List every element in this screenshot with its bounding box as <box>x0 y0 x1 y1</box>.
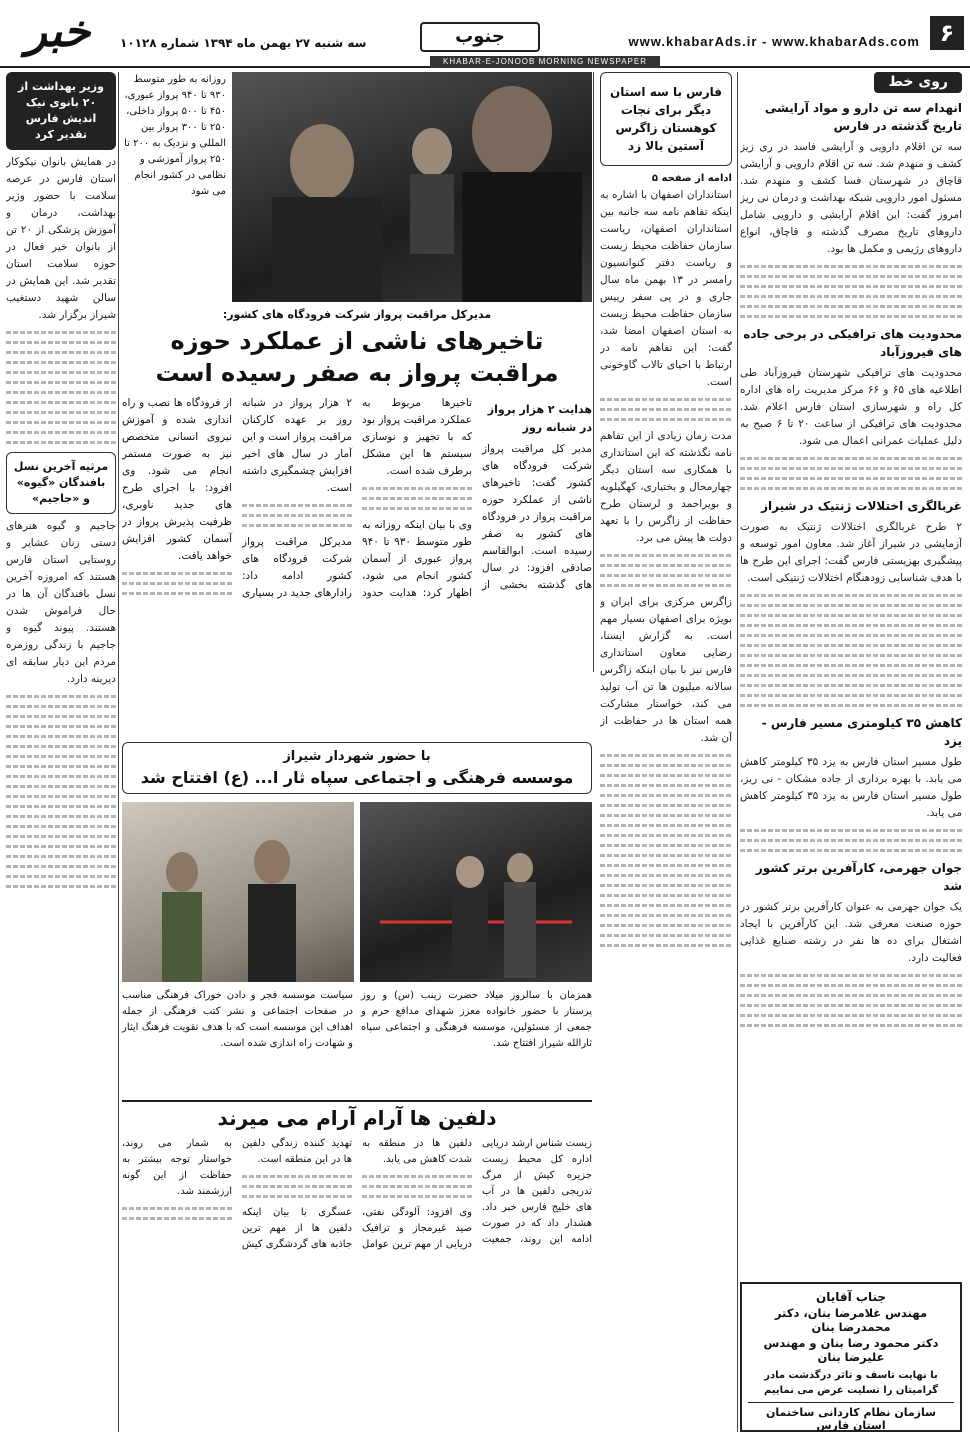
text-filler <box>600 554 732 557</box>
logo-text: خبر <box>25 6 91 57</box>
text-filler <box>600 794 732 797</box>
continued-note: ادامه از صفحه ۵ <box>651 173 732 184</box>
text-filler <box>600 754 732 757</box>
text-filler <box>740 467 962 470</box>
text-filler <box>740 684 962 687</box>
column-divider <box>118 72 119 1432</box>
visit-photo <box>122 802 354 982</box>
text-filler <box>740 839 962 842</box>
text-filler <box>600 894 732 897</box>
story-body: مدت زمان زیادی از این تفاهم نامه نگذشته که این استانداری با همکاری سه استان دیگر چهارمحال و بختیاری، کهگیلویه و بویراحمد و لرستان طرح حفاظت از زاگرس را با تعهد دولت ها پیش می برد. <box>600 430 732 544</box>
site-url[interactable]: www.khabarAds.ir - www.khabarAds.com <box>628 34 920 49</box>
text-filler <box>600 574 732 577</box>
left-news-column <box>6 72 116 1432</box>
story-paragraph: مدیرکل مراقبت پرواز شرکت فرودگاه های کشور ادامه داد: رادارهای جدید در بسیاری از فرودگاه ها نصب و راه اندازی شده و آموزش نیروی انسانی متخصص نیز به صورت مستمر انجام می شود. وی افزود: با اجرای طرح های جدید ناوبری، ظرفیت پذیرش پرواز در آسمان کشور افزایش خواهد یافت. <box>122 397 352 599</box>
text-filler <box>600 844 732 847</box>
text-filler <box>740 594 962 597</box>
main-photo-row <box>122 72 592 302</box>
zagros-story-column <box>600 72 732 1432</box>
news-body: ۲ طرح غربالگری اختلالات ژنتیک به صورت آزمایشی در شیراز آغاز شد. معاون امور توسعه و پیشگیری بهزیستی فارس گفت: اجرای این طرح ها با هدف شناسایی زودهنگام اختلالات ژنتیکی است. <box>740 521 962 584</box>
text-filler <box>740 265 962 268</box>
text-filler <box>242 504 352 507</box>
news-headline: محدودیت های ترافیکی در برخی جاده های فیروزآباد <box>743 327 962 359</box>
text-filler <box>740 634 962 637</box>
text-filler <box>6 331 116 334</box>
text-filler <box>600 784 732 787</box>
text-filler <box>6 431 116 434</box>
left-body-2: جاجیم و گیوه هنرهای دستی زنان عشایر و روستایی استان فارس هستند که امروزه آخرین نسل بافندگان آن ها در حال فراموش شدن هستند. پیوند گیوه و جاجیم با زندگی روزمره مردم این دیار سابقه ای دیرینه دارد. <box>6 520 116 685</box>
text-filler <box>6 785 116 788</box>
news-headline: جوان جهرمی، کارآفرین برتر کشور شد <box>755 861 962 893</box>
text-filler <box>6 885 116 888</box>
text-filler <box>600 804 732 807</box>
text-filler <box>6 371 116 374</box>
text-filler <box>6 441 116 444</box>
text-filler <box>242 1175 352 1178</box>
dolphin-paragraph: عسگری با بیان اینکه دلفین ها از مهم ترین جاذبه های گردشگری کیش به شمار می روند، خواستار توجه بیشتر به حفاظت از این گونه ارزشمند شد. <box>122 1138 352 1250</box>
text-filler <box>600 924 732 927</box>
dolphin-columns <box>122 1136 592 1416</box>
text-filler <box>6 855 116 858</box>
text-filler <box>6 865 116 868</box>
left-headline: وزیر بهداشت از ۲۰ بانوی نیک اندیش فارس تقدیر کرد <box>18 80 104 141</box>
text-filler <box>740 644 962 647</box>
news-headline: انهدام سه تن دارو و مواد آرایشی تاریخ گذشته در فارس <box>764 101 962 133</box>
text-filler <box>740 674 962 677</box>
culture-story <box>122 742 592 1052</box>
right-news-column <box>740 72 962 1277</box>
news-headline: غربالگری اختلالات ژنتیک در شیراز <box>761 499 962 513</box>
online-section-tag: روی خط <box>874 72 962 93</box>
story-heading-box <box>600 72 732 166</box>
text-filler <box>600 564 732 567</box>
text-filler <box>600 584 732 587</box>
text-filler <box>740 275 962 278</box>
text-filler <box>362 1175 472 1178</box>
newspaper-logo <box>6 4 110 60</box>
text-filler <box>6 875 116 878</box>
text-filler <box>600 904 732 907</box>
text-filler <box>362 1195 472 1198</box>
text-filler <box>122 582 232 585</box>
ad-sender: سازمان نظام کاردانی ساختمان استان فارس <box>748 1402 954 1432</box>
text-filler <box>740 487 962 490</box>
culture-text-row <box>122 988 592 1052</box>
text-filler <box>362 1185 472 1188</box>
visit-scene <box>122 802 354 982</box>
story-body: استانداران اصفهان با اشاره به اینکه تفاهم نامه سه جانبه بین استانداران اصفهان، ریاست سازمان حفاظت محیط زیست و ریاست دفتر کنوانسیون رامسر در ۱۳ بهمن ماه سال جاری و در پی سفر رییس سازمان حفاظت محیط زیست به استان اصفهان امضا شد، گفت: این تفاهم نامه در ارتباط با احیای تالاب گاوخونی است. <box>600 189 732 388</box>
text-filler <box>740 477 962 480</box>
column-divider <box>737 72 738 1432</box>
culture-photos <box>122 802 592 982</box>
text-filler <box>740 1014 962 1017</box>
news-headline: کاهش ۳۵ کیلومتری مسیر فارس - یزد <box>761 716 962 748</box>
text-filler <box>6 805 116 808</box>
text-filler <box>740 614 962 617</box>
photo-caption-box <box>122 72 226 302</box>
text-filler <box>362 497 472 500</box>
text-filler <box>740 604 962 607</box>
left-headline-2: مرثیه آخرین نسل بافندگان «گیوه» و «جاجیم» <box>13 460 109 505</box>
dolphin-head-rule <box>122 1100 592 1130</box>
text-filler <box>6 361 116 364</box>
story-paragraph: وی با بیان اینکه روزانه به طور متوسط ۹۳۰ تا ۹۴۰ پرواز عبوری از آسمان کشور انجام می شود، اظهار کرد: هدایت حدود ۲ هزار پرواز در شبانه روز بر عهده کارکنان مراقبت پرواز است و این آمار در سال های اخیر افزایش چشمگیری داشته است. <box>242 397 472 599</box>
news-body: طول مسیر استان فارس به یزد ۳۵ کیلومتر کاهش می یابد. با بهره برداری از جاده مشکان - نی ریز، طول مسیر استان فارس به یزد ۳۵ کیلومتر کاهش می یابد. <box>740 756 962 819</box>
masthead <box>0 0 970 68</box>
text-filler <box>600 834 732 837</box>
text-filler <box>600 914 732 917</box>
left-body: در همایش بانوان نیکوکار استان فارس در عرصه سلامت با حضور وزیر بهداشت، درمان و آموزش پزشکی از ۲۰ تن از بانوان خیر فعال در حوزه سلامت استان تقدیر شد. این همایش در سالن شهید دستغیب شیراز برگزار شد. <box>6 156 116 321</box>
text-filler <box>122 592 232 595</box>
text-filler <box>740 624 962 627</box>
text-filler <box>740 849 962 852</box>
text-filler <box>600 774 732 777</box>
photo-figures <box>232 72 592 302</box>
text-filler <box>6 715 116 718</box>
text-filler <box>600 934 732 937</box>
text-filler <box>600 764 732 767</box>
main-story <box>122 72 592 695</box>
text-filler <box>6 775 116 778</box>
photo-caption: روزانه به طور متوسط ۹۳۰ تا ۹۴۰ پرواز عبوری، ۴۵۰ تا ۵۰۰ پرواز داخلی، ۲۵۰ تا ۳۰۰ پرواز بین المللی و نزدیک به ۲۰۰ تا ۲۵۰ پرواز آموزشی و نظامی در کشور انجام می شود <box>124 74 226 197</box>
text-filler <box>6 835 116 838</box>
story-overline: مدیرکل مراقبت پرواز شرکت فرودگاه های کشور: <box>222 308 492 321</box>
text-filler <box>740 694 962 697</box>
text-filler <box>740 974 962 977</box>
text-filler <box>242 524 352 527</box>
text-filler <box>242 1195 352 1198</box>
text-filler <box>740 305 962 308</box>
text-filler <box>6 725 116 728</box>
text-filler <box>600 854 732 857</box>
text-filler <box>740 457 962 460</box>
text-filler <box>6 351 116 354</box>
text-filler <box>740 984 962 987</box>
dolphin-paragraph: وی افزود: آلودگی نفتی، صید غیرمجاز و ترافیک دریایی از مهم ترین عوامل تهدید کننده زندگی دلفین ها در این منطقه است. <box>242 1138 472 1250</box>
text-filler <box>6 845 116 848</box>
text-filler <box>6 745 116 748</box>
text-filler <box>6 391 116 394</box>
culture-paragraph: سیاست موسسه فجر و دادن خوراک فرهنگی مناسب در صفحات اجتماعی و نشر کتب فرهنگی از جمله اهداف این موسسه است که با هدف تقویت فرهنگ ایثار و شهادت راه اندازی شده است. <box>122 990 353 1049</box>
text-filler <box>122 1207 232 1210</box>
news-body: یک جوان جهرمی به عنوان کارآفرین برتر کشور در حوزه صنعت معرفی شد. این کارآفرین با ایجاد اشتغال برای ده ها نفر در رشته صنایع غذایی فعالیت دارد. <box>740 901 962 964</box>
ribbon-scene <box>360 802 592 982</box>
ad-message: با نهایت تاسف و تاثر درگذشت مادر گرامیتان را تسلیت عرض می نماییم <box>763 1370 939 1396</box>
column-divider <box>593 72 594 672</box>
text-filler <box>740 664 962 667</box>
story-subhead: هدایت ۲ هزار پرواز در شبانه روز <box>487 403 592 434</box>
section-title: جنوب <box>420 22 540 52</box>
text-filler <box>6 755 116 758</box>
text-filler <box>600 944 732 947</box>
text-filler <box>6 735 116 738</box>
text-filler <box>122 1217 232 1220</box>
ad-names-line-2: دکتر محمود رضا بنان و مهندس علیرضا بنان <box>763 1336 939 1364</box>
dolphin-paragraph: زیست شناس ارشد دریایی اداره کل محیط زیست جزیره کیش از مرگ تدریجی دلفین ها در آب های خلیج فارس خبر داد. هشدار داد که در صورت ادامه این روند، جمعیت دلفین ها در منطقه به شدت کاهش می یابد. <box>362 1138 592 1245</box>
text-filler <box>740 1004 962 1007</box>
section-tag-row <box>740 72 962 93</box>
text-filler <box>242 1185 352 1188</box>
text-filler <box>740 704 962 707</box>
text-filler <box>6 765 116 768</box>
culture-paragraph: همزمان با سالروز میلاد حضرت زینب (س) و روز پرستار با حضور خانواده معزز شهدای مدافع حرم و جمعی از مسئولین، موسسه فرهنگی و اجتماعی سپاه ثارالله شیراز افتتاح شد. <box>361 990 592 1049</box>
text-filler <box>600 398 732 401</box>
text-filler <box>600 408 732 411</box>
text-filler <box>740 1024 962 1027</box>
text-filler <box>362 487 472 490</box>
text-filler <box>242 514 352 517</box>
interview-photo <box>232 72 592 302</box>
text-filler <box>600 884 732 887</box>
issue-date: سه شنبه ۲۷ بهمن ماه ۱۳۹۴ شماره ۱۰۱۲۸ <box>120 36 367 50</box>
condolence-ad <box>740 1282 962 1432</box>
news-body: محدودیت های ترافیکی شهرستان فیروزآباد طی اطلاعیه های ۶۵ و ۶۶ مرکز مدیریت راه های اداره کل راه و شهرسازی استان فارس اعلام شد. محدودیت های ترافیکی از ساعت ۲۰ تا ۶ صبح به دلیل عملیات عمرانی اعمال می شود. <box>740 367 962 447</box>
story-headline: فارس با سه استان دیگر برای نجات کوهستان زاگرس آستین بالا زد <box>609 85 722 153</box>
culture-overline: با حضور شهردار شیراز <box>283 749 431 764</box>
text-filler <box>740 315 962 318</box>
dolphin-headline: دلفین ها آرام آرام می میرند <box>217 1106 497 1130</box>
ad-names-line: مهندس غلامرضا بنان، دکتر محمدرضا بنان <box>774 1306 928 1334</box>
left-headline-box <box>6 72 116 150</box>
text-filler <box>740 654 962 657</box>
text-filler <box>122 572 232 575</box>
left-headline-box-2 <box>6 452 116 514</box>
text-filler <box>362 507 472 510</box>
text-filler <box>6 401 116 404</box>
story-paragraph: مدیر کل مراقبت پرواز شرکت فرودگاه های کشور گفت: تاخیرهای ناشی از عملکرد حوزه مراقبت پرواز در فرودگاه های کشور به صفر رسیده است. ابوالقاسم صادقی افزود: در سال های گذشته بخشی از تاخیرها مربوط به عملکرد مراقبت پرواز بود که با تجهیز و نوسازی سیستم ها این مشکل برطرف شده است. <box>362 397 592 591</box>
text-filler <box>600 864 732 867</box>
text-filler <box>6 421 116 424</box>
story-body: زاگرس مرکزی برای ایران و بویژه برای اصفهان بسیار مهم است. به گزارش ایسنا، رضایی معاون استانداری فارس نیز با بیان اینکه زاگرس سالانه میلیون ها تن آب تولید می کند، خواستار مشارکت همه استان ها در حفاظت از آن شد. <box>600 596 732 744</box>
text-filler <box>6 795 116 798</box>
text-filler <box>6 341 116 344</box>
text-filler <box>600 874 732 877</box>
story-columns <box>122 395 592 695</box>
text-filler <box>6 815 116 818</box>
text-filler <box>6 705 116 708</box>
text-filler <box>6 411 116 414</box>
text-filler <box>740 285 962 288</box>
text-filler <box>740 829 962 832</box>
dolphin-story <box>122 1100 592 1416</box>
text-filler <box>600 824 732 827</box>
text-filler <box>600 418 732 421</box>
news-body: سه تن اقلام دارویی و آرایشی فاسد در ری زیز کشف و منهدم شد. سه تن اقلام دارویی و آرایشی قاچاق در شهرستان فسا کشف و منهدم شد. مسئول امور دارویی شبکه بهداشت و درمان نی ریز امروز گفت: این اقلام آرایشی و دارویی شامل داروهای تاریخ مصرف گذشته و قاچاق، انواع داروهای رژیمی و مکمل ها بود. <box>740 141 962 255</box>
text-filler <box>740 295 962 298</box>
ribbon-cutting-photo <box>360 802 592 982</box>
page-number: ۶ <box>930 16 964 50</box>
text-filler <box>6 825 116 828</box>
culture-headline-box <box>122 742 592 794</box>
text-filler <box>740 994 962 997</box>
text-filler <box>600 814 732 817</box>
culture-headline: موسسه فرهنگی و اجتماعی سپاه ثار ا... (ع) افتتاح شد <box>140 768 574 787</box>
text-filler <box>6 695 116 698</box>
english-banner-strip: KHABAR-E-JONOOB MORNING NEWSPAPER <box>430 56 660 68</box>
ad-salutation: جناب آقایان <box>815 1290 887 1304</box>
story-headline: تاخیرهای ناشی از عملکرد حوزه مراقبت پرواز به صفر رسیده است <box>155 327 559 387</box>
text-filler <box>6 381 116 384</box>
